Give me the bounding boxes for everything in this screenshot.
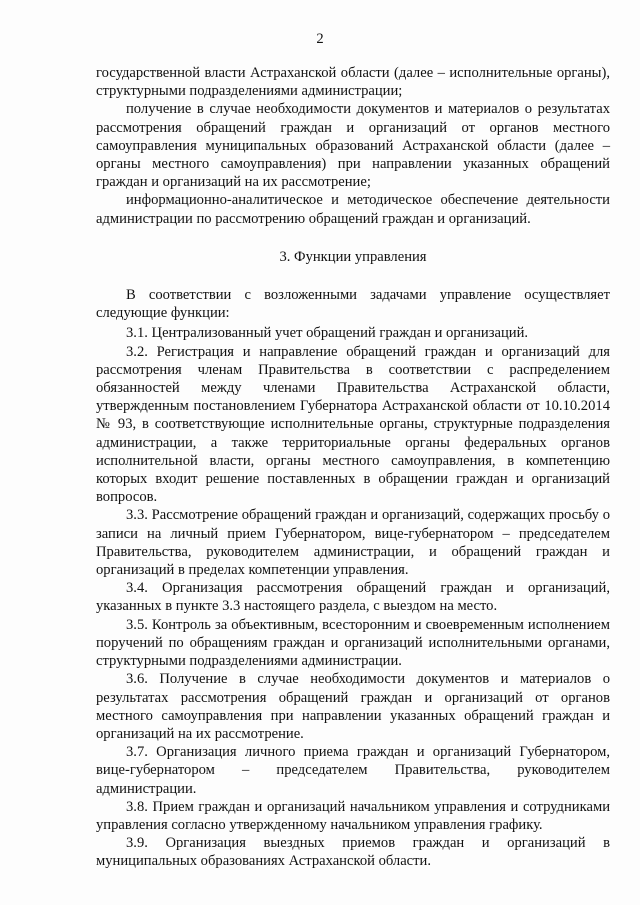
- function-item: 3.2. Регистрация и направление обращений граждан и организаций для рассмотрения членам Правительства в соответствии с распределением обязанностей между членами Правительства Астраханской области, утвержденным постановлением Губернатора Астраханской области от 10.10.2014 № 93, в соответствующие исполнительные органы, структурные подразделения администрации, а также территориальные органы федеральных органов исполнительной власти, органы местного самоуправления, в компетенцию которых входит решение поставленных в обращении граждан и организаций вопросов.: [96, 343, 610, 506]
- section-heading: 3. Функции управления: [279, 248, 427, 265]
- paragraph: информационно-аналитическое и методическое обеспечение деятельности администрации по рассмотрению обращений граждан и организаций.: [96, 192, 610, 227]
- function-item: 3.6. Получение в случае необходимости документов и материалов о результатах рассмотрения обращений граждан и организаций от органов местного самоуправления при направлении указанных обращений граждан и организаций на их рассмотрение.: [96, 671, 610, 742]
- intro-paragraph: В соответствии с возложенными задачами управление осуществляет следующие функции:: [96, 287, 610, 322]
- function-item: 3.4. Организация рассмотрения обращений граждан и организаций, указанных в пункте 3.3 настоящего раздела, с выездом на место.: [96, 580, 610, 615]
- function-item: 3.3. Рассмотрение обращений граждан и организаций, содержащих просьбу о записи на личный прием Губернатором, вице-губернатором – председателем Правительства, руководителем администрации, и обращений граждан и организаций в пределах компетенции управления.: [96, 507, 610, 579]
- paragraph: государственной власти Астраханской области (далее – исполнительные органы), структурными подразделениями администрации;: [96, 65, 610, 100]
- page-number: 2: [316, 31, 324, 47]
- document-body: [96, 64, 610, 871]
- function-item: 3.5. Контроль за объективным, всесторонним и своевременным исполнением поручений по обращениям граждан и организаций исполнительными органами, структурными подразделениями администрации.: [96, 616, 610, 670]
- function-item: 3.1. Централизованный учет обращений граждан и организаций.: [126, 325, 529, 342]
- function-item: 3.8. Прием граждан и организаций начальником управления и сотрудниками управления согласно утвержденному начальником управления графику.: [96, 798, 610, 833]
- paragraph: получение в случае необходимости документов и материалов о результатах рассмотрения обращений граждан и организаций от органов местного самоуправления муниципальных образований Астраханской области (далее – органы местного самоуправления) при направлении указанных обращений граждан и организаций на их рассмотрение;: [96, 101, 610, 191]
- function-item: 3.9. Организация выездных приемов граждан и организаций в муниципальных образованиях Астраханской области.: [96, 835, 610, 870]
- function-item: 3.7. Организация личного приема граждан и организаций Губернатором, вице-губернатором – председателем Правительства, руководителем администрации.: [96, 744, 610, 797]
